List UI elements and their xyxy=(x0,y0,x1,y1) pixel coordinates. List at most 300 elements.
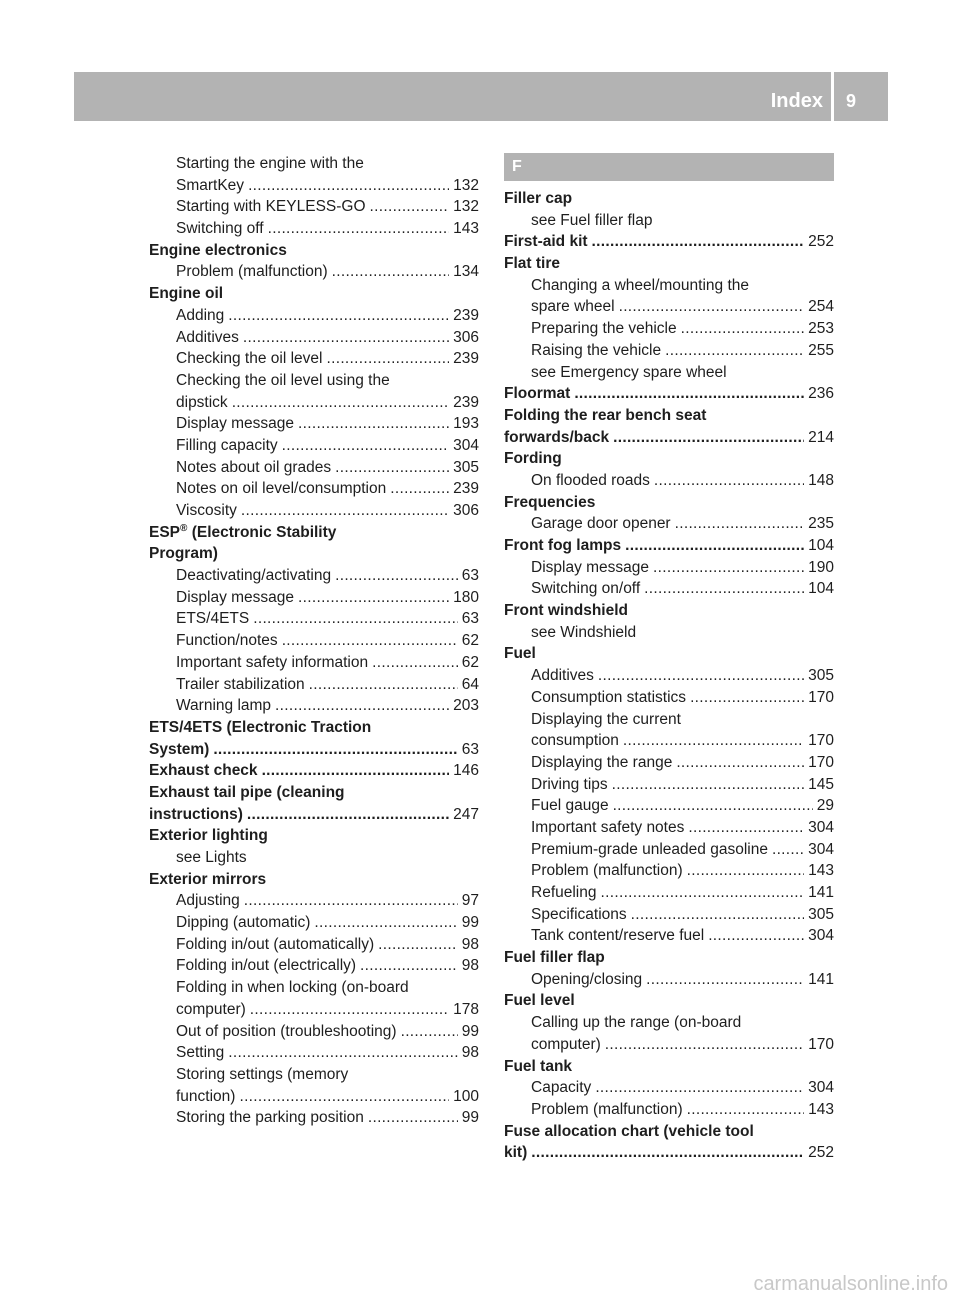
entry-label: Display message xyxy=(176,588,295,606)
page-reference[interactable]: 143 xyxy=(808,1100,834,1118)
dot-leader xyxy=(248,175,449,197)
index-subentry xyxy=(504,665,834,687)
dot-leader xyxy=(625,535,804,557)
entry-label: Starting with KEYLESS-GO xyxy=(176,198,366,216)
entry-label: Engine oil xyxy=(149,285,224,303)
index-entry xyxy=(504,405,834,427)
entry-label: Raising the vehicle xyxy=(531,341,662,359)
dot-leader xyxy=(268,218,450,240)
dot-leader xyxy=(378,934,458,956)
entry-label: Additives xyxy=(176,328,239,346)
index-entry xyxy=(504,947,834,969)
entry-label: Exhaust check xyxy=(149,762,258,780)
index-subentry xyxy=(149,348,479,370)
page-reference[interactable]: 99 xyxy=(461,1109,479,1127)
entry-label: Folding in/out (electrically) xyxy=(176,957,357,975)
entry-label: Starting the engine with the xyxy=(176,155,364,172)
entry-text xyxy=(531,730,619,752)
dot-leader xyxy=(335,457,449,479)
page-reference[interactable]: 178 xyxy=(453,1000,479,1018)
page-reference[interactable]: 253 xyxy=(808,320,834,338)
page-number: 9 xyxy=(846,91,857,111)
index-subentry xyxy=(149,478,479,500)
entry-text xyxy=(504,1058,572,1075)
entry-text xyxy=(176,435,278,457)
index-subentry xyxy=(149,327,479,349)
page-reference[interactable]: 305 xyxy=(808,667,834,685)
index-entry xyxy=(149,543,479,565)
page-reference[interactable]: 148 xyxy=(808,471,834,489)
entry-text xyxy=(176,695,271,717)
entry-label: Additives xyxy=(531,667,594,685)
dot-leader xyxy=(298,587,449,609)
page-reference[interactable]: 304 xyxy=(808,927,834,945)
entry-text xyxy=(176,261,328,283)
entry-text xyxy=(149,760,258,782)
entry-label: see Fuel filler flap xyxy=(531,211,653,229)
page-reference[interactable]: 214 xyxy=(808,428,834,446)
index-entry xyxy=(504,643,834,665)
entry-text xyxy=(504,231,588,253)
entry-label: Fuel level xyxy=(504,992,575,1010)
entry-text xyxy=(531,1099,683,1121)
entry-text xyxy=(531,711,681,728)
index-subentry xyxy=(504,904,834,926)
dot-leader xyxy=(247,804,449,826)
dot-leader xyxy=(772,839,804,861)
entry-label: see Lights xyxy=(176,849,247,866)
dot-leader xyxy=(243,327,449,349)
entry-text xyxy=(531,839,768,861)
index-subentry xyxy=(504,817,834,839)
entry-label: spare wheel xyxy=(531,298,615,316)
page-reference[interactable]: 64 xyxy=(461,675,479,693)
dot-leader xyxy=(687,860,805,882)
index-subentry xyxy=(149,587,479,609)
entry-label: Folding the rear bench seat xyxy=(504,406,707,424)
entry-label: ETS/4ETS xyxy=(176,610,250,628)
entry-label: Problem (malfunction) xyxy=(531,862,683,880)
page-reference[interactable]: 304 xyxy=(453,436,479,454)
page-reference[interactable]: 99 xyxy=(461,1022,479,1040)
index-entry xyxy=(149,240,479,262)
entry-text xyxy=(504,255,560,272)
entry-label: Changing a wheel/mounting the xyxy=(531,276,750,294)
entry-label: Setting xyxy=(176,1044,225,1062)
entry-text xyxy=(176,327,239,349)
index-subentry xyxy=(504,275,834,297)
entry-text xyxy=(149,804,243,826)
entry-text xyxy=(504,450,562,467)
entry-text xyxy=(531,277,749,294)
entry-text xyxy=(176,630,278,652)
dot-leader xyxy=(592,231,805,253)
page-reference[interactable]: 63 xyxy=(461,740,479,758)
page-reference[interactable]: 97 xyxy=(461,892,479,910)
page-reference[interactable]: 62 xyxy=(461,632,479,650)
dot-leader xyxy=(665,340,804,362)
page-reference[interactable]: 134 xyxy=(453,263,479,281)
entry-label: Displaying the current xyxy=(531,710,681,728)
entry-label: ESP xyxy=(149,523,181,541)
page-reference[interactable]: 193 xyxy=(453,415,479,433)
dot-leader xyxy=(675,513,805,535)
dot-leader xyxy=(282,435,449,457)
index-subentry xyxy=(149,153,479,175)
index-subentry xyxy=(149,1107,479,1129)
dot-leader xyxy=(688,817,804,839)
entry-text xyxy=(504,949,605,966)
page-reference[interactable]: 143 xyxy=(453,220,479,238)
dot-leader xyxy=(613,795,813,817)
entry-label: Deactivating/activating xyxy=(176,567,332,585)
page-reference[interactable]: 98 xyxy=(461,957,479,975)
entry-label: Frequencies xyxy=(504,493,596,511)
page-reference[interactable]: 170 xyxy=(808,732,834,750)
entry-label: Premium-grade unleaded gasoline xyxy=(531,840,768,858)
index-subentry xyxy=(504,318,834,340)
dot-leader xyxy=(370,196,450,218)
page-reference[interactable]: 235 xyxy=(808,515,834,533)
entry-label: Refueling xyxy=(531,884,597,901)
index-subentry xyxy=(149,608,479,630)
page-reference[interactable]: 62 xyxy=(461,653,479,671)
entry-text xyxy=(149,784,345,801)
index-subentry xyxy=(504,687,834,709)
entry-text xyxy=(176,890,240,912)
dot-leader xyxy=(332,261,450,283)
dot-leader xyxy=(601,882,805,904)
entry-text xyxy=(504,992,575,1009)
page-reference[interactable]: 247 xyxy=(453,805,479,823)
page-reference[interactable]: 239 xyxy=(453,480,479,498)
entry-label: Adding xyxy=(176,306,225,324)
dot-leader xyxy=(654,470,804,492)
entry-text xyxy=(531,340,661,362)
entry-label: Consumption statistics xyxy=(531,688,687,706)
index-subentry xyxy=(504,1012,834,1034)
entry-text xyxy=(531,470,650,492)
page-reference[interactable]: 146 xyxy=(453,762,479,780)
entry-label: Fuel tank xyxy=(504,1057,573,1075)
page-reference[interactable]: 141 xyxy=(808,884,834,901)
entry-text xyxy=(176,175,244,197)
page-reference[interactable]: 98 xyxy=(461,935,479,953)
index-subentry xyxy=(504,340,834,362)
entry-text xyxy=(149,524,336,541)
entry-label: First-aid kit xyxy=(504,233,588,251)
page-reference[interactable]: 306 xyxy=(453,502,479,519)
entry-text xyxy=(149,242,287,259)
page-reference[interactable]: 63 xyxy=(461,567,479,585)
page-reference[interactable]: 63 xyxy=(461,610,479,628)
entry-label: consumption xyxy=(531,732,619,750)
index-subentry xyxy=(504,882,834,904)
entry-text xyxy=(504,407,706,424)
index-entry xyxy=(504,383,834,405)
entry-label: Front windshield xyxy=(504,602,628,620)
entry-label-continued: (Electronic Stability xyxy=(187,523,337,541)
dot-leader xyxy=(676,752,804,774)
entry-label: Notes about oil grades xyxy=(176,458,332,476)
entry-label: Filler cap xyxy=(504,190,573,207)
entry-text xyxy=(531,774,608,796)
entry-text xyxy=(504,535,621,557)
index-subentry xyxy=(149,457,479,479)
index-subentry xyxy=(504,925,834,947)
dot-leader xyxy=(241,500,449,522)
page-reference[interactable]: 100 xyxy=(453,1087,479,1105)
entry-label: Fuel gauge xyxy=(531,797,609,815)
entry-label: Storing the parking position xyxy=(176,1109,364,1127)
entry-label: Checking the oil level using the xyxy=(176,371,390,389)
entry-text xyxy=(531,557,649,579)
dot-leader xyxy=(239,1086,449,1108)
entry-label: Exterior mirrors xyxy=(149,870,267,888)
dot-leader xyxy=(309,674,458,696)
dot-leader xyxy=(687,1099,805,1121)
index-subentry xyxy=(504,752,834,774)
page-reference[interactable]: 304 xyxy=(808,1079,834,1097)
dot-leader xyxy=(262,760,450,782)
index-subentry xyxy=(504,210,834,232)
page-reference[interactable]: 170 xyxy=(808,1035,834,1053)
page-reference[interactable]: 255 xyxy=(808,341,834,359)
index-subentry xyxy=(149,674,479,696)
page-reference[interactable]: 190 xyxy=(808,558,834,576)
entry-text xyxy=(149,719,371,736)
entry-text xyxy=(176,413,294,435)
entry-label: Floormat xyxy=(504,385,571,403)
entry-label: Engine electronics xyxy=(149,241,287,259)
index-entry xyxy=(504,1121,834,1143)
dot-leader xyxy=(390,478,449,500)
entry-label: Fuel xyxy=(504,645,536,663)
entry-label: Display message xyxy=(531,558,650,576)
entry-text xyxy=(176,955,356,977)
index-subentry xyxy=(149,934,479,956)
entry-text xyxy=(176,305,224,327)
entry-text xyxy=(504,1123,754,1140)
entry-label: SmartKey xyxy=(176,176,245,194)
index-entry xyxy=(504,600,834,622)
dot-leader xyxy=(401,1021,458,1043)
entry-text xyxy=(531,578,640,600)
index-column-right xyxy=(504,153,834,1164)
entry-label: Garage door opener xyxy=(531,515,671,533)
index-entry xyxy=(504,448,834,470)
index-subentry xyxy=(504,557,834,579)
index-subentry xyxy=(149,565,479,587)
page-reference[interactable]: 239 xyxy=(453,306,479,324)
entry-text xyxy=(504,190,572,207)
entry-label: Tank content/reserve fuel xyxy=(531,927,705,945)
entry-label: Warning lamp xyxy=(176,697,272,715)
index-column-left xyxy=(149,153,479,1129)
page-reference[interactable]: 98 xyxy=(461,1044,479,1062)
entry-text xyxy=(176,999,246,1021)
index-subentry xyxy=(149,1021,479,1043)
entry-label: Notes on oil level/consumption xyxy=(176,480,387,498)
entry-label: Folding in when locking (on-board xyxy=(176,979,409,997)
index-subentry xyxy=(504,1099,834,1121)
page-reference[interactable]: 304 xyxy=(808,840,834,858)
index-subentry xyxy=(504,1077,834,1099)
entry-label: Problem (malfunction) xyxy=(176,263,328,281)
page-reference[interactable]: 132 xyxy=(453,198,479,216)
entry-label: Dipping (automatic) xyxy=(176,914,311,932)
entry-text xyxy=(176,912,310,934)
dot-leader xyxy=(360,955,458,977)
index-subentry xyxy=(504,709,834,731)
index-entry xyxy=(149,283,479,305)
entry-label: Opening/closing xyxy=(531,970,643,988)
page-reference[interactable]: 239 xyxy=(453,393,479,411)
index-subentry xyxy=(504,795,834,817)
page-reference[interactable]: 203 xyxy=(453,697,479,715)
index-subentry xyxy=(149,1042,479,1064)
entry-label: Fuel filler flap xyxy=(504,949,605,967)
page-reference[interactable]: 305 xyxy=(453,458,479,476)
entry-text xyxy=(531,817,684,839)
dot-leader xyxy=(605,1034,804,1056)
entry-label: On flooded roads xyxy=(531,471,650,489)
entry-label: Fuse allocation chart (vehicle tool xyxy=(504,1122,754,1140)
entry-text xyxy=(176,1042,224,1064)
page-reference[interactable]: 104 xyxy=(808,537,834,554)
entry-text xyxy=(176,392,228,414)
page-reference[interactable]: 145 xyxy=(808,775,834,793)
header-divider xyxy=(831,72,834,121)
entry-text xyxy=(531,925,704,947)
page-reference[interactable]: 170 xyxy=(808,753,834,771)
entry-text xyxy=(531,318,677,340)
index-subentry xyxy=(149,955,479,977)
page-reference[interactable]: 305 xyxy=(808,905,834,923)
page-reference[interactable]: 304 xyxy=(808,818,834,836)
dot-leader xyxy=(531,1142,804,1164)
entry-label: Front fog lamps xyxy=(504,537,622,554)
entry-text xyxy=(149,285,223,302)
entry-text xyxy=(531,1034,601,1056)
dot-leader xyxy=(244,890,458,912)
entry-text xyxy=(176,1021,397,1043)
entry-label: see Emergency spare wheel xyxy=(531,363,727,381)
dot-leader xyxy=(228,1042,457,1064)
entry-label: kit) xyxy=(504,1144,528,1162)
entry-text xyxy=(176,565,331,587)
page-reference[interactable]: 239 xyxy=(453,350,479,368)
entry-label: Display message xyxy=(176,415,295,433)
page-reference[interactable]: 141 xyxy=(808,970,834,988)
entry-text xyxy=(504,645,536,662)
page-reference[interactable]: 104 xyxy=(808,580,834,598)
index-entry xyxy=(149,717,479,739)
entry-text xyxy=(531,364,727,381)
page-reference[interactable]: 306 xyxy=(453,328,479,346)
entry-text xyxy=(176,979,409,996)
index-subentry xyxy=(149,305,479,327)
entry-label: Calling up the range (on-board xyxy=(531,1014,742,1032)
index-entry xyxy=(504,1056,834,1078)
page-reference[interactable]: 252 xyxy=(808,1144,834,1162)
dot-leader xyxy=(631,904,804,926)
entry-text xyxy=(531,296,615,318)
index-entry xyxy=(149,782,479,804)
index-subentry xyxy=(149,1064,479,1086)
dot-leader xyxy=(282,630,458,652)
entry-text xyxy=(531,1077,591,1099)
dot-leader xyxy=(232,392,449,414)
index-entry xyxy=(149,804,479,826)
index-entry xyxy=(504,990,834,1012)
entry-label: Switching on/off xyxy=(531,580,641,598)
entry-text xyxy=(176,348,322,370)
entry-label: computer) xyxy=(176,1000,246,1018)
entry-text xyxy=(149,871,266,888)
dot-leader xyxy=(646,969,804,991)
page-reference[interactable]: 99 xyxy=(461,914,479,932)
dot-leader xyxy=(253,608,458,630)
index-entry xyxy=(504,1142,834,1164)
index-subentry xyxy=(149,392,479,414)
page-reference[interactable]: 236 xyxy=(808,385,834,403)
dot-leader xyxy=(314,912,457,934)
dot-leader xyxy=(228,305,449,327)
page-reference[interactable]: 180 xyxy=(453,588,479,606)
entry-text xyxy=(504,494,595,511)
entry-label: instructions) xyxy=(149,805,243,823)
entry-label: function) xyxy=(176,1087,236,1105)
entry-label: computer) xyxy=(531,1035,601,1053)
entry-text xyxy=(176,1107,364,1129)
entry-label: Fording xyxy=(504,450,562,468)
page-reference[interactable]: 29 xyxy=(816,797,834,815)
page-reference[interactable]: 132 xyxy=(453,176,479,194)
entry-text xyxy=(176,457,331,479)
page-reference[interactable]: 170 xyxy=(808,688,834,706)
index-entry xyxy=(149,760,479,782)
entry-text xyxy=(176,218,264,240)
page-reference[interactable]: 252 xyxy=(808,233,834,251)
entry-label: Specifications xyxy=(531,905,627,923)
page-reference[interactable]: 143 xyxy=(808,862,834,880)
index-subentry xyxy=(149,435,479,457)
index-subentry xyxy=(504,860,834,882)
entry-text xyxy=(149,827,268,844)
entry-text xyxy=(176,652,368,674)
entry-text xyxy=(176,674,305,696)
entry-text xyxy=(504,383,570,405)
index-subentry xyxy=(504,513,834,535)
dot-leader xyxy=(681,318,805,340)
dot-leader xyxy=(250,999,449,1021)
index-subentry xyxy=(149,890,479,912)
dot-leader xyxy=(368,1107,458,1129)
entry-label: Filling capacity xyxy=(176,436,278,454)
dot-leader xyxy=(213,739,457,761)
page-reference[interactable]: 254 xyxy=(808,298,834,316)
entry-label: Program) xyxy=(149,545,218,563)
entry-label: Adjusting xyxy=(176,892,240,910)
entry-text xyxy=(504,602,628,619)
index-entry xyxy=(149,739,479,761)
dot-leader xyxy=(595,1077,804,1099)
entry-label: Exterior lighting xyxy=(149,827,268,845)
dot-leader xyxy=(598,665,804,687)
entry-text xyxy=(149,545,218,562)
entry-text xyxy=(531,860,683,882)
